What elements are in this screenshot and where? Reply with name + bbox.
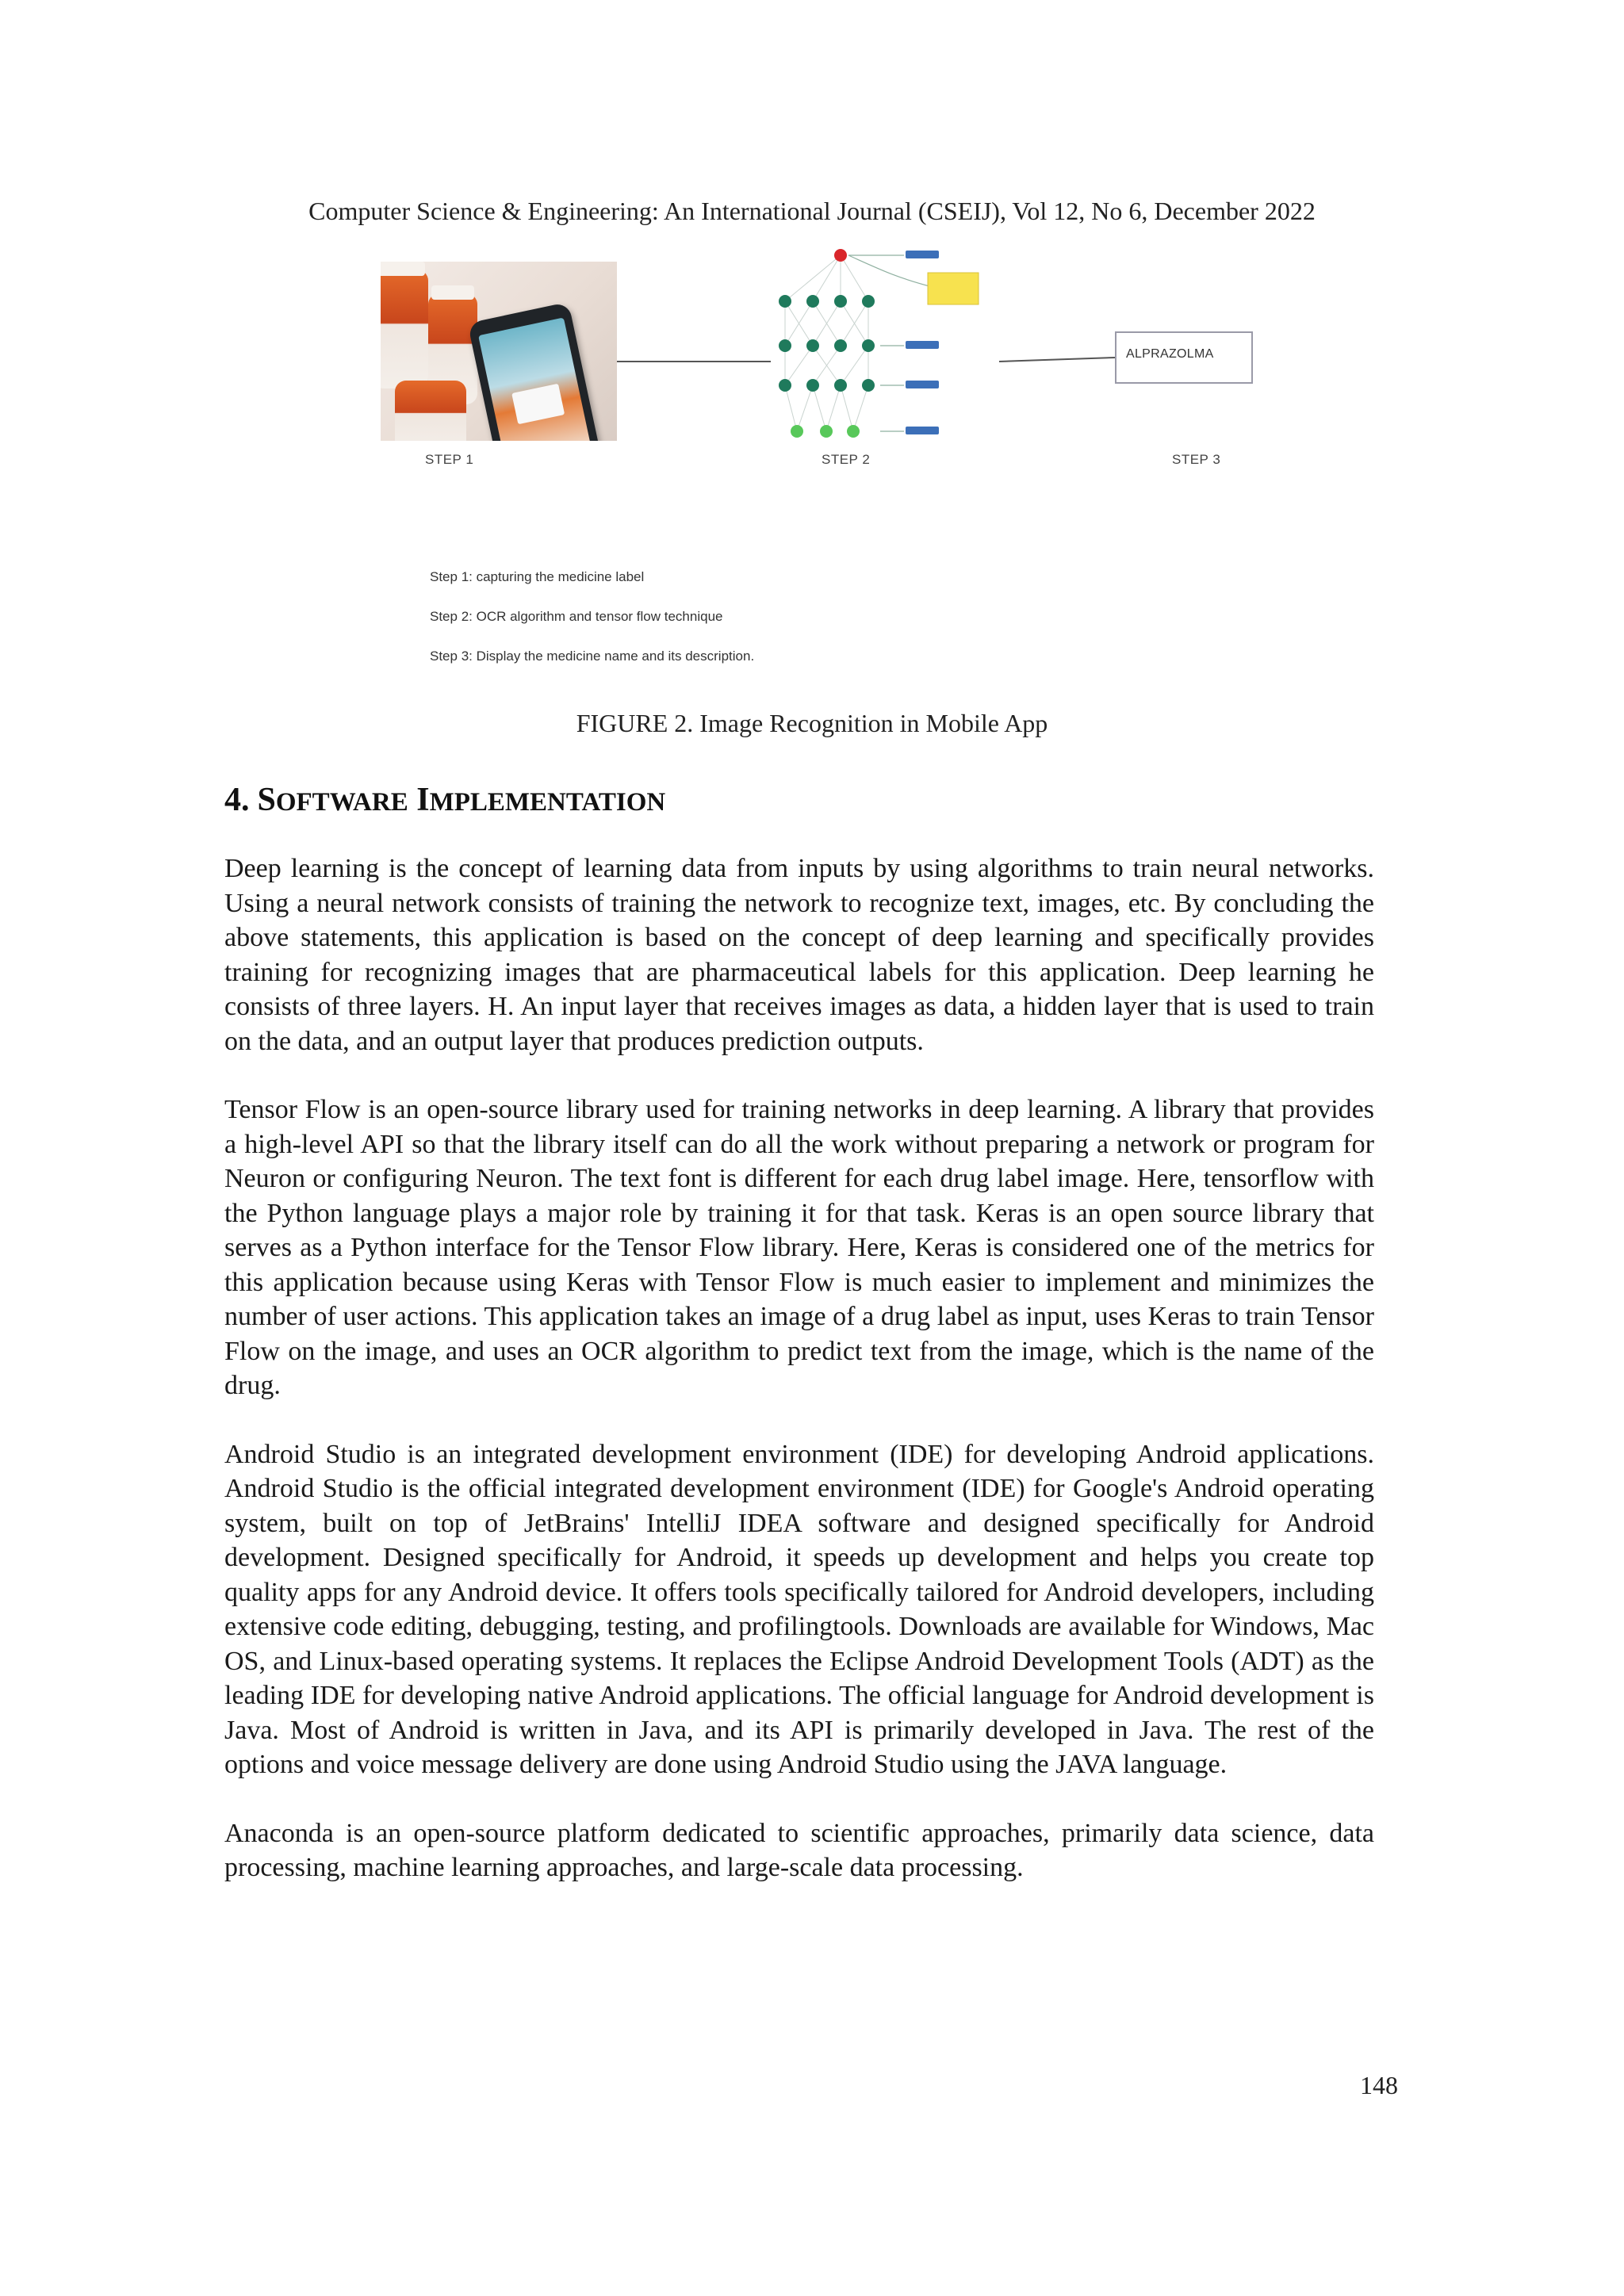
figure-caption: FIGURE 2. Image Recognition in Mobile App (576, 709, 1048, 737)
step-label: STEP 3 (1172, 452, 1221, 467)
running-header: Computer Science & Engineering: An International Journal (CSEIJ), Vol 12, No 6, December 2022 (308, 197, 1316, 225)
connector-line (999, 358, 1115, 362)
paragraph-android-studio: Android Studio is an integrated development environment (IDE) for developing Android applications. Android Studio is the official integrated development environment (IDE) for Google's Android operating system, built on top of JetBrains' IntelliJ IDEA software and designed specifically for Android development. Designed specifically for Android, it speeds up development and helps you create top quality apps for any Android device. It offers tools specifically tailored for Android developers, including extensive code editing, debugging, testing, and profilingtools. Downloads are available for Windows, Mac OS, and Linux-based operating systems. It replaces the Eclipse Android Development Tools (ADT) as the leading IDE for developing native Android applications. The official language for Android development is Java. Most of Android is written in Java, and its API is primarily developed in Java. The rest of the options and voice message delivery are done using Android Studio using the JAVA language. (224, 1439, 1374, 1779)
heading-rest: MPLEMENTATION (429, 788, 666, 817)
heading-rest: OFTWARE (275, 788, 408, 817)
note-card (928, 273, 979, 304)
heading-initial: I (416, 782, 430, 818)
step-description: Step 3: Display the medicine name and its description. (430, 649, 755, 664)
step-description: Step 2: OCR algorithm and tensor flow technique (430, 609, 723, 624)
step-label: STEP 2 (822, 452, 871, 467)
section-heading (224, 781, 665, 819)
paragraph-anaconda: Anaconda is an open-source platform dedicated to scientific approaches, primarily data science, data processing, machine learning approaches, and large-scale data processing. (224, 1818, 1374, 1882)
page-number: 148 (1360, 2071, 1398, 2099)
paragraph-tensorflow: Tensor Flow is an open-source library used for training networks in deep learning. A library that provides a high-level API so that the library itself can do all the work without preparing a network or program for Neuron or configuring Neuron. The text font is different for each drug label image. Here, tensorflow with the Python language plays a major role by training it for that task. Keras is an open source library that serves as a Python interface for the Tensor Flow library. Here, Keras is considered one of the metrics for this application because using Keras with Tensor Flow is much easier to implement and minimizes the number of user actions. This application takes an image of a drug label as input, uses Keras to train Tensor Flow on the image, and uses an OCR algorithm to predict text from the image, which is the name of the drug. (224, 1095, 1374, 1400)
result-text: ALPRAZOLMA (1126, 347, 1214, 361)
paragraph-deep-learning: Deep learning is the concept of learning data from inputs by using algorithms to train neural networks. Using a neural network consists of training the network to recognize text, images, etc. By concluding the above statements, this application is based on the concept of deep learning and specifically provides training for recognizing images that are pharmaceutical labels for this application. Deep learning he consists of three layers. H. An input layer that receives images as data, a hidden layer that is used to train on the data, and an output layer that produces prediction outputs. (224, 854, 1374, 1056)
result-box (1115, 331, 1253, 384)
output-node (834, 249, 847, 262)
step-description: Step 1: capturing the medicine label (430, 569, 645, 584)
body-text (224, 851, 1374, 1919)
step-label: STEP 1 (425, 452, 474, 467)
heading-initial: S (257, 782, 276, 818)
figure-image-recognition (373, 238, 1269, 682)
section-number: 4. (224, 782, 250, 818)
